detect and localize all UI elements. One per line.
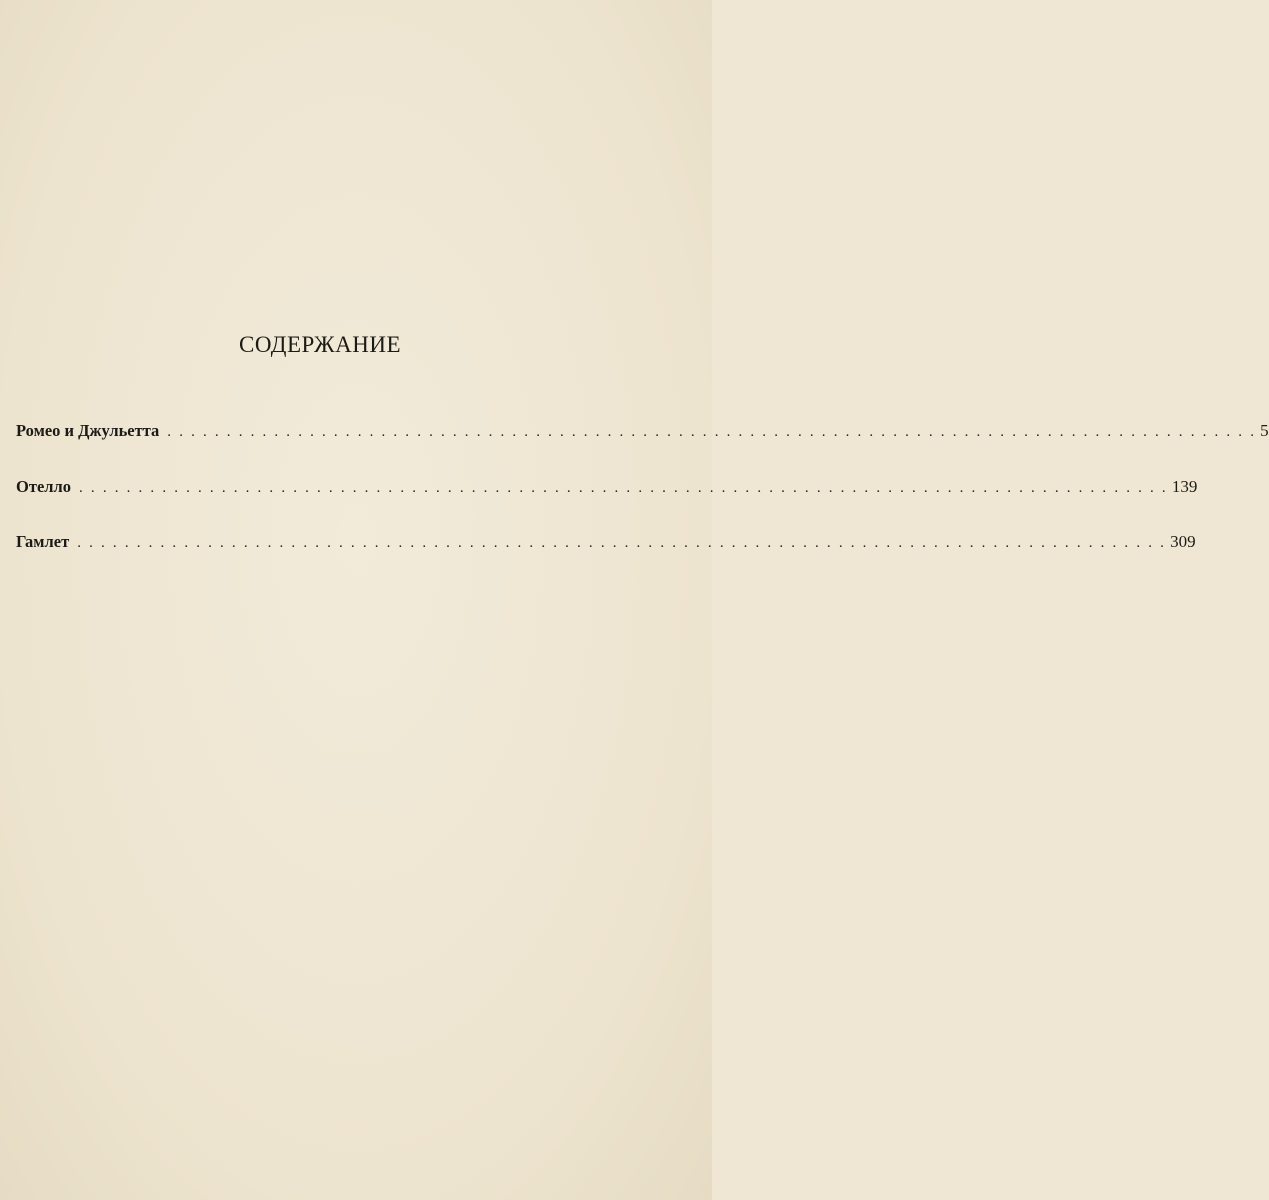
toc-entry-page: 309 — [1170, 532, 1196, 551]
toc-entry-title: Отелло — [16, 477, 72, 496]
leader-dots: . . . . . . . . . . . . . . . . . . . . . . . . . . . . . . . . . . . . . . . . . . . . . . . . . . . . . . . . . . . . . . . . . . . . . . . . . . . . . . . . . . . . . . . . . . . . — [77, 535, 1167, 551]
contents-heading: СОДЕРЖАНИЕ — [238, 332, 401, 357]
toc-entry — [16, 477, 1198, 503]
toc-entry — [16, 532, 1196, 558]
toc-entry-page: 5 — [1260, 421, 1269, 440]
leader-dots: . . . . . . . . . . . . . . . . . . . . . . . . . . . . . . . . . . . . . . . . . . . . . . . . . . . . . . . . . . . . . . . . . . . . . . . . . . . . . . . . . . . . . . . . . . . . — [167, 424, 1257, 440]
leader-dots: . . . . . . . . . . . . . . . . . . . . . . . . . . . . . . . . . . . . . . . . . . . . . . . . . . . . . . . . . . . . . . . . . . . . . . . . . . . . . . . . . . . . . . . . . . . . — [79, 480, 1168, 496]
toc-entry-page: 139 — [1171, 477, 1198, 496]
toc-entry — [16, 421, 1269, 447]
toc-entry-title: Гамлет — [16, 532, 70, 551]
toc-entry-title: Ромео и Джульетта — [16, 421, 160, 440]
